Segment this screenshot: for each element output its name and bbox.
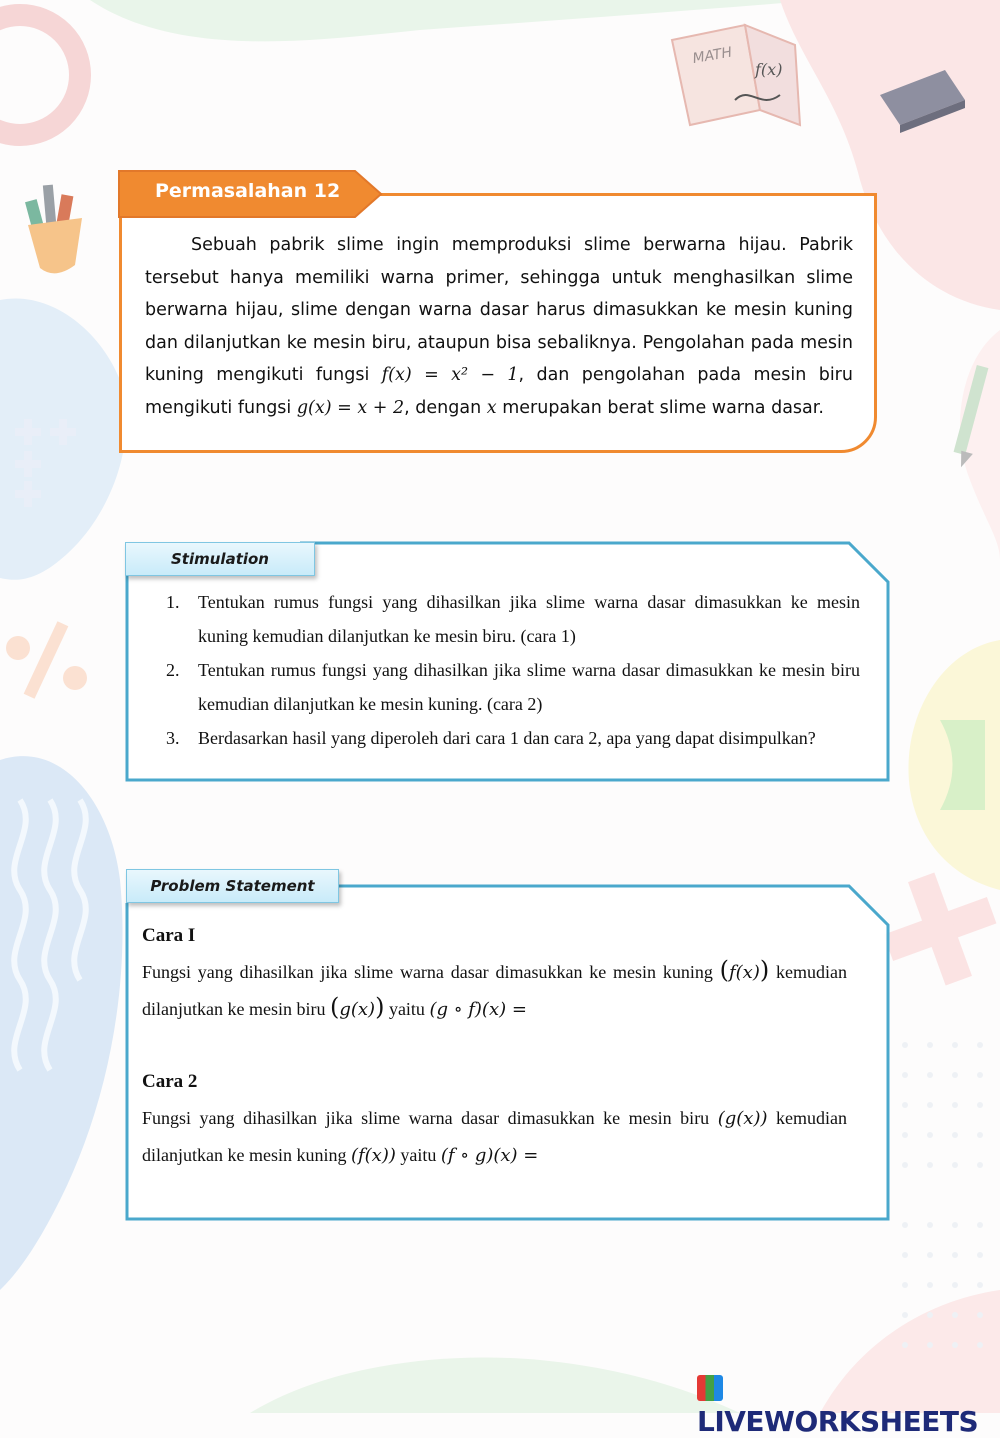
problem-title: Permasalahan 12 <box>155 180 341 202</box>
cara1-gx: g(x) <box>339 999 376 1020</box>
list-number: 3. <box>166 728 180 748</box>
logo-text: LIVEWORKSHEETS <box>697 1405 979 1438</box>
paren-close: ) <box>375 993 385 1021</box>
cara2-text-c: yaitu <box>400 1145 437 1165</box>
problem-statement-label: Problem Statement <box>126 869 339 903</box>
svg-text:MATH: MATH <box>691 44 734 68</box>
problem-statement-content <box>142 918 847 1174</box>
list-text: Tentukan rumus fungsi yang dihasilkan jika slime warna dasar dimasukkan ke mesin biru kemudian dilanjutkan ke mesin kuning. (cara 2) <box>198 660 860 714</box>
cara2-gx: (g(x)) <box>717 1108 768 1129</box>
problem-text-part2: , dan pengolahan pada mesin biru mengikuti fungsi <box>145 365 853 418</box>
cara1-fx: f(x) <box>729 962 760 983</box>
problem-text-part4: merupakan berat slime warna dasar. <box>502 397 824 418</box>
paren-open: ( <box>719 956 729 984</box>
stimulation-label: Stimulation <box>125 542 315 576</box>
cara2-composition: (f ∘ g)(x) = <box>440 1145 539 1166</box>
list-number: 1. <box>166 592 180 612</box>
paren-open: ( <box>329 993 340 1021</box>
cara2-title: Cara 2 <box>142 1071 198 1092</box>
problem-text-part1: Sebuah pabrik slime ingin memproduksi slime berwarna hijau. Pabrik tersebut hanya memiliki warna primer, sehingga untuk menghasilkan slime berwarna hijau, slime dengan warna dasar harus dimasukkan ke mesin kuning dan dilanjutkan ke mesin biru, ataupun bisa sebaliknya. Pengolahan pada mesin kuning mengikuti fungsi <box>145 235 853 386</box>
stimulation-list <box>160 585 860 755</box>
x-variable: x <box>486 397 497 418</box>
list-item <box>160 653 860 721</box>
list-item <box>160 721 860 755</box>
spacer <box>142 1028 847 1064</box>
list-item <box>160 585 860 653</box>
svg-text:f(x): f(x) <box>755 60 783 79</box>
cara1-title: Cara I <box>142 925 196 946</box>
cara1-text-c: yaitu <box>388 999 425 1019</box>
list-text: Berdasarkan hasil yang diperoleh dari cara 1 dan cara 2, apa yang dapat disimpulkan? <box>198 728 816 748</box>
liveworksheets-logo[interactable] <box>697 1372 1000 1438</box>
cara2-text-a: Fungsi yang dihasilkan jika slime warna dasar dimasukkan ke mesin biru <box>142 1108 710 1128</box>
paren-close: ) <box>759 956 770 984</box>
cara1-text-b: kemudian dilanjutkan ke mesin biru <box>142 962 848 1019</box>
cara1-text-a: Fungsi yang dihasilkan jika slime warna dasar dimasukkan ke mesin kuning <box>142 962 713 982</box>
cara1-composition: (g ∘ f)(x) = <box>429 999 527 1020</box>
logo-icon <box>697 1375 723 1401</box>
list-number: 2. <box>166 660 180 680</box>
list-text: Tentukan rumus fungsi yang dihasilkan jika slime warna dasar dimasukkan ke mesin kuning kemudian dilanjutkan ke mesin biru. (cara 1) <box>198 592 860 646</box>
problem-text-part3: , dengan <box>404 397 482 418</box>
f-function: f(x) = x² − 1 <box>381 365 519 386</box>
cara2-text-b: kemudian dilanjutkan ke mesin kuning <box>142 1108 847 1165</box>
cara2-fx: (f(x)) <box>350 1145 396 1166</box>
cara1-text <box>142 954 847 1028</box>
g-function: g(x) = x + 2 <box>296 397 405 418</box>
cara2-text <box>142 1100 847 1174</box>
